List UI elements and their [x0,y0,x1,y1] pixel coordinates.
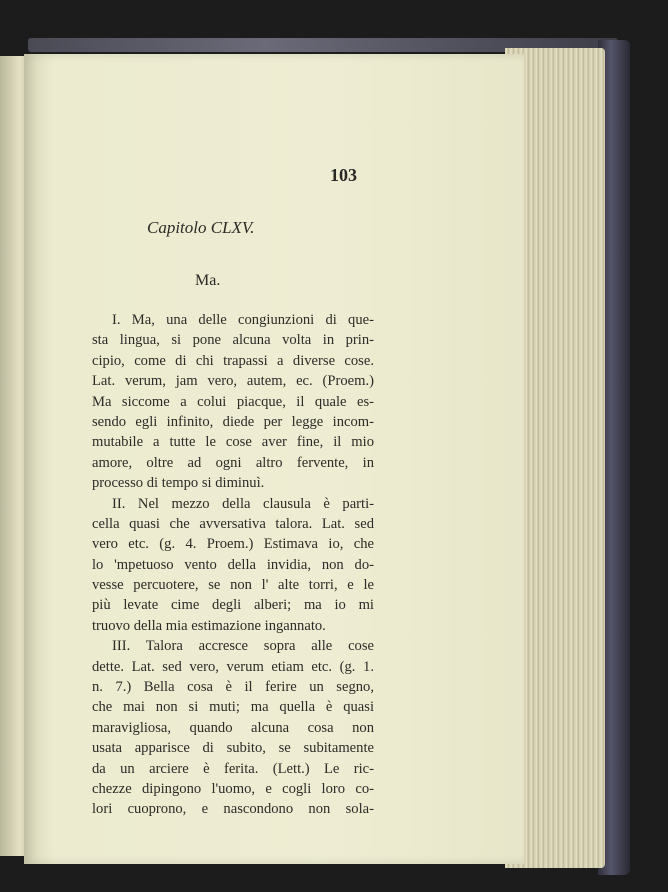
text-line: vero etc. (g. 4. Proem.) Estimava io, che [92,536,374,553]
text-line: cipio, come di chi trapassi a diverse cose. [92,352,374,369]
text-line: chezze dipingono l'uomo, e cogli loro co- [92,780,374,797]
text-line: dette. Lat. sed vero, verum etiam etc. (g. 1. [92,658,374,675]
text-line: truovo della mia estimazione ingannato. [92,617,326,634]
text-line: processo di tempo si diminuì. [92,475,265,492]
text-line: sendo egli infinito, diede per legge incom- [92,413,374,430]
text-line: mutabile a tutte le cose aver fine, il mio [92,434,374,451]
text-line: III. Talora accresce sopra alle cose [112,638,374,655]
text-line: usata apparisce di subito, se subitamente [92,740,374,757]
text-line: maravigliosa, quando alcuna cosa non [92,719,374,736]
text-line: Lat. verum, jam vero, autem, ec. (Proem.) [92,373,374,390]
text-line: lori cuoprono, e nascondono non sola- [92,801,374,818]
body-text [92,310,374,820]
text-line: I. Ma, una delle congiunzioni di que- [112,312,374,328]
text-line: più levate cime degli alberi; ma io mi [92,597,374,614]
text-line: Ma siccome a colui piacque, il quale es- [92,393,374,410]
text-line: cella quasi che avversativa talora. Lat. sed [92,515,374,532]
text-line: vesse percuotere, se non l' alte torri, e le [92,577,374,594]
text-line: II. Nel mezzo della clausula è parti- [112,495,374,512]
text-line: da un arciere è ferita. (Lett.) Le ric- [92,760,374,777]
text-line: che mai non si muti; ma quella è quasi [92,699,374,716]
text-line: n. 7.) Bella cosa è il ferire un segno, [92,679,374,696]
section-heading: Ma. [195,272,221,289]
text-line: sta lingua, si pone alcuna volta in prin- [92,332,374,349]
text-line: amore, oltre ad ogni altro fervente, in [92,454,374,471]
text-line: lo 'mpetuoso vento della invidia, non do- [92,556,374,573]
chapter-title: Capitolo CLXV. [147,218,255,237]
page-number: 103 [330,165,357,185]
